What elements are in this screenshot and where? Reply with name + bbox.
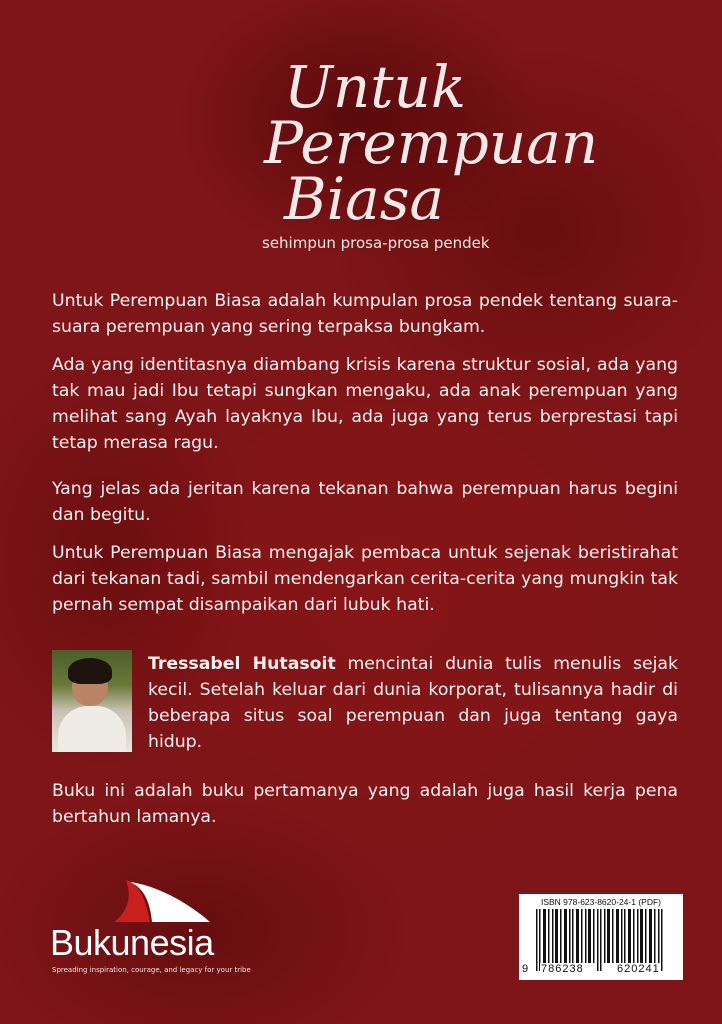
title-line-2: Perempuan [264, 109, 599, 177]
barcode-digits-right: 620241 [617, 963, 660, 975]
isbn-barcode [519, 894, 683, 980]
isbn-label: ISBN 978-623-8620-24-1 (PDF) [540, 897, 661, 907]
book-subtitle: sehimpun prosa-prosa pendek [262, 234, 490, 252]
blurb-paragraph-2: Ada yang identitasnya diambang krisis karena struktur sosial, ada yang tak mau jadi Ibu tetapi sungkan mengaku, ada anak perempuan yang melihat sang Ayah layaknya Ibu, ada juga yang terus berprestasi tapi tetap merasa ragu. [52, 355, 678, 453]
blurb-paragraph-4: Untuk Perempuan Biasa mengajak pembaca untuk sejenak beristirahat dari tekanan tadi, sambil mendengarkan cerita-cerita yang mungkin tak pernah sempat disampaikan dari lubuk hati. [52, 543, 678, 615]
barcode-digit-first: 9 [522, 963, 529, 975]
blurb-paragraph-1: Untuk Perempuan Biasa adalah kumpulan prosa pendek tentang suara-suara perempuan yang sering terpaksa bungkam. [52, 291, 678, 337]
publisher-name: Bukunesia [50, 922, 214, 963]
closing-paragraph: Buku ini adalah buku pertamanya yang adalah juga hasil kerja pena bertahun lamanya. [52, 781, 678, 827]
author-bio [148, 651, 678, 755]
barcode-digits-left: 786238 [541, 963, 584, 975]
publisher-tagline: Spreading inspiration, courage, and legacy for your tribe [52, 966, 251, 974]
title-line-1: Untuk [284, 53, 467, 121]
title-line-3: Biasa [284, 165, 445, 233]
author-name: Tressabel Hutasoit [148, 654, 336, 674]
author-bio-text: mencintai dunia tulis menulis sejak kecil. Setelah keluar dari dunia korporat, tulisannya hadir di beberapa situs soal perempuan dan juga tentang gaya hidup. [148, 654, 678, 752]
author-photo [52, 650, 132, 752]
blurb-paragraph-3: Yang jelas ada jeritan karena tekanan bahwa perempuan harus begini dan begitu. [52, 479, 678, 525]
publisher-logo [50, 878, 251, 978]
sail-icon [106, 878, 216, 926]
